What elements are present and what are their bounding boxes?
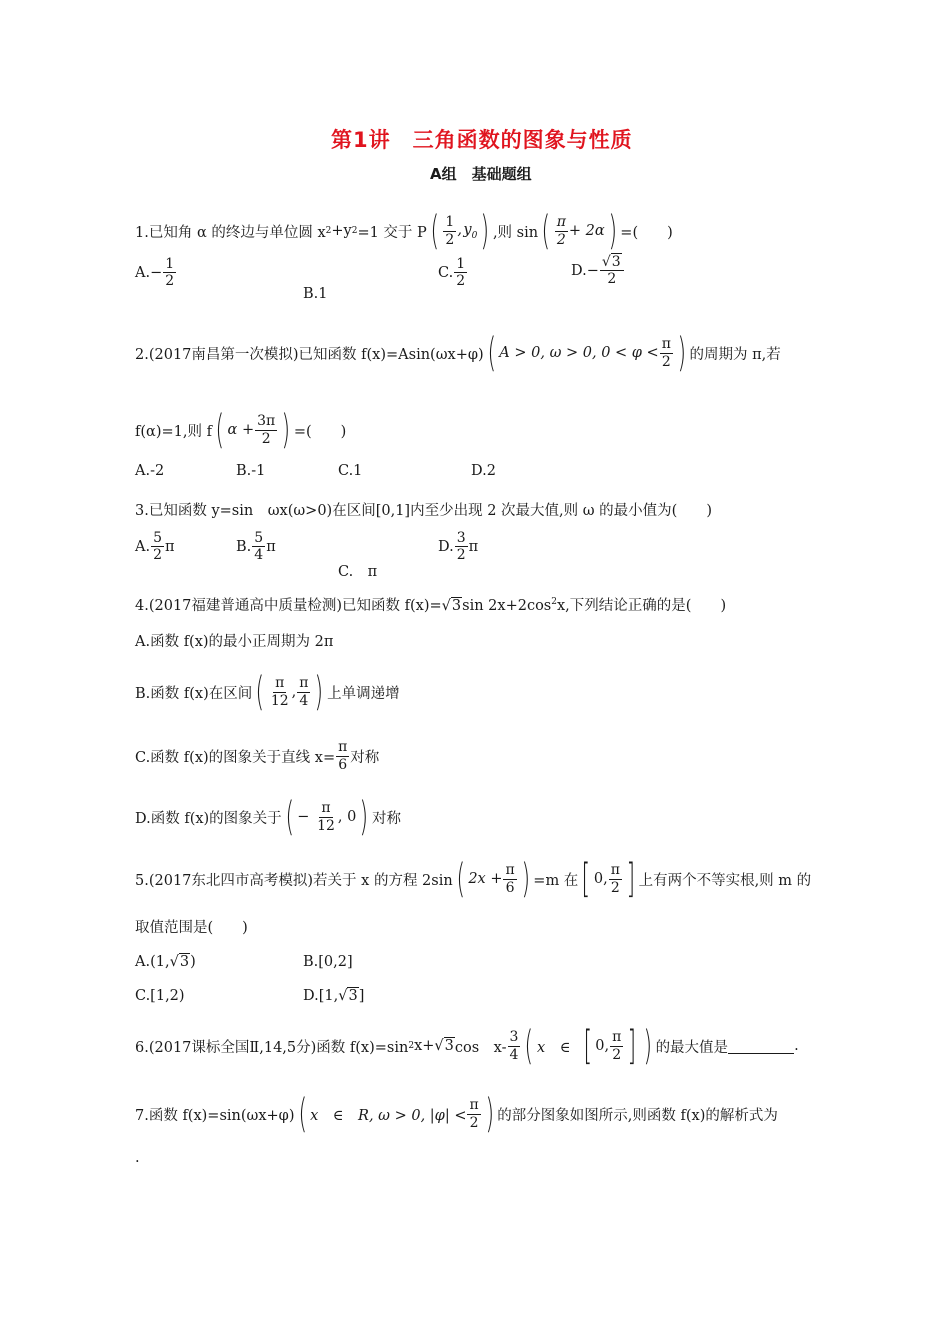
- question-3-stem: 3.已知函数 y=sin ωx(ω>0)在区间[0,1]内至少出现 2 次最大值,则 ω 的最小值为( ): [135, 503, 712, 519]
- question-2-option-d[interactable]: D.2: [471, 463, 496, 479]
- question-6-stem: 6.(2017课标全国Ⅱ,14,5分)函数 f(x)=sin 2 x+ √ 3 cos x- $\frac{3}{4}$ ( x ∈ [ 0, $\frac{\pi}{2}$ ] ) 的最大值是 .: [135, 1023, 799, 1069]
- question-1-option-d[interactable]: D.− $\frac{√3}{2}$: [571, 254, 625, 287]
- section-subtitle: A组 基础题组: [430, 165, 532, 183]
- question-5-stem: 5.(2017东北四市高考模拟)若关于 x 的方程 2sin ( 2x + $\frac{\pi}{6}$ ) =m 在 [ 0, $\frac{\pi}{2}$ ] 上有两个不等实根,则 m 的: [135, 856, 812, 902]
- question-3-option-c[interactable]: C. π: [338, 564, 378, 580]
- question-5-stem-line-2: 取值范围是( ): [135, 920, 248, 936]
- question-2-option-b[interactable]: B.-1: [236, 463, 266, 479]
- question-2-option-a[interactable]: A.-2: [135, 463, 165, 479]
- question-3-option-a[interactable]: A. $\frac{5}{2}$ π: [135, 530, 175, 564]
- question-7-stem: 7.函数 f(x)=sin(ωx+φ) ( x ∈ R, ω > 0, |φ| < $\frac{\pi}{2}$ ) 的部分图象如图所示,则函数 f(x)的解析式为: [135, 1091, 778, 1137]
- question-5-option-d[interactable]: D.[1,√3]: [303, 988, 365, 1004]
- question-4-option-a[interactable]: A.函数 f(x)的最小正周期为 2π: [135, 634, 334, 650]
- question-4-stem: 4.(2017福建普通高中质量检测)已知函数 f(x)=√3sin $2x+2\cos^2x$,下列结论正确的是( ): [135, 597, 727, 614]
- question-5-option-c[interactable]: C.[1,2): [135, 988, 185, 1004]
- question-3-option-b[interactable]: B. $\frac{5}{4}$ π: [236, 530, 276, 564]
- question-2-stem-line-2: f(α)=1,则 f ( α + $\frac{3\pi}{2}$ ) =( ): [135, 407, 347, 453]
- question-5-option-a[interactable]: A.(1,√3): [135, 954, 196, 970]
- question-5-option-b[interactable]: B.[0,2]: [303, 954, 353, 970]
- question-4-option-d[interactable]: D.函数 f(x)的图象关于 ( − $\frac{\pi}{12}$ , 0 ) 对称: [135, 794, 401, 840]
- question-3-option-d[interactable]: D. $\frac{3}{2}$ π: [438, 530, 479, 564]
- question-7-end-dot: .: [135, 1150, 140, 1166]
- answer-blank[interactable]: [728, 1039, 794, 1054]
- question-4-option-c[interactable]: C.函数 f(x)的图象关于直线 x= $\frac{\pi}{6}$ 对称: [135, 739, 380, 773]
- question-1-option-a[interactable]: A. − $\frac{1}{2}$: [135, 256, 175, 290]
- page-title: 第1讲 三角函数的图象与性质: [331, 128, 633, 152]
- question-1-option-b[interactable]: B.1: [303, 286, 328, 302]
- question-4-option-b[interactable]: B.函数 f(x)在区间 ( $\frac{\pi}{12}$ , $\frac{\pi}{4}$ ) 上单调递增: [135, 669, 400, 715]
- question-2-option-c[interactable]: C.1: [338, 463, 363, 479]
- question-2-stem: 2.(2017南昌第一次模拟)已知函数 f(x)=Asin(ωx+φ) ( A > 0, ω > 0, 0 < φ < $\frac{\pi}{2}$ ) 的周期为 π,若: [135, 330, 781, 376]
- question-1-option-c[interactable]: C. $\frac{1}{2}$: [438, 256, 466, 290]
- question-1-stem: 1.已知角 α 的终边与单位圆 x 2 +y 2 =1 交于 P ( $\frac{1}{2}$ , $y_0$ ) ,则 sin ( $\frac{\pi}{2}$ + 2α ) =( ): [135, 208, 673, 254]
